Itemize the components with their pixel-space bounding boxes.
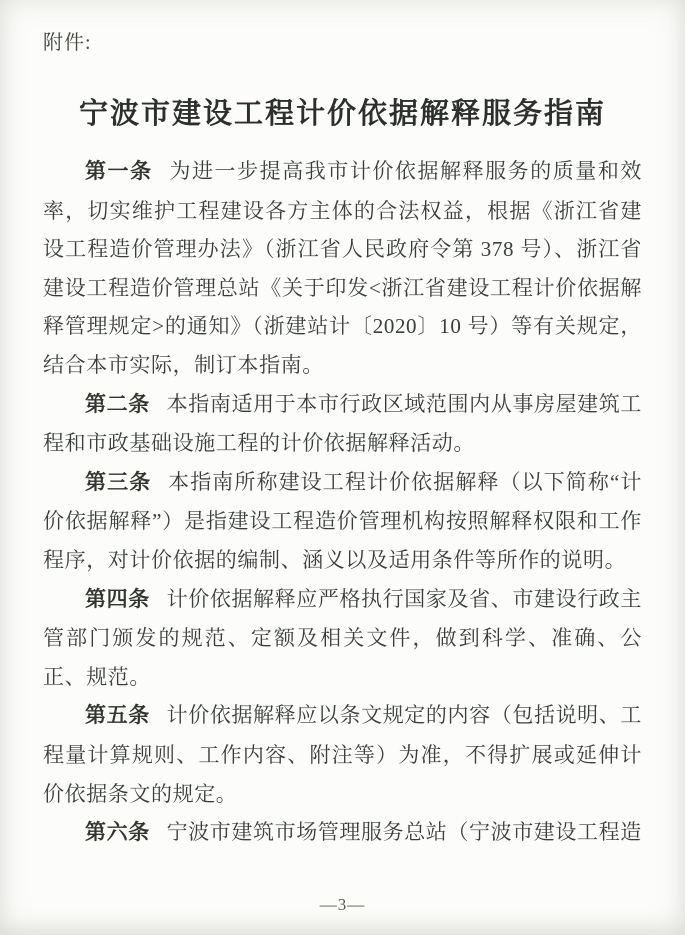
article-text: 本指南适用于本市行政区域范围内从事房屋建筑工程和市政基础设施工程的计价依据解释活动。 [43, 391, 642, 456]
article-number: 第二条 [85, 392, 150, 416]
article-number: 第三条 [85, 470, 152, 494]
article-number: 第四条 [85, 587, 150, 611]
article-number: 第五条 [85, 704, 150, 728]
article-paragraph [43, 152, 642, 385]
article-paragraph [43, 813, 642, 853]
article-number: 第一条 [85, 160, 153, 183]
article-paragraph [43, 385, 642, 463]
article-number: 第六条 [85, 821, 150, 845]
document-title: 宁波市建设工程计价依据解释服务指南 [78, 98, 606, 131]
attachment-label: 附件: [43, 32, 92, 54]
document-body [43, 152, 642, 853]
article-text: 计价依据解释应严格执行国家及省、市建设行政主管部门颁发的规范、定额及相关文件，做到科学、准确、公正、规范。 [43, 586, 642, 689]
article-paragraph [43, 580, 642, 697]
article-paragraph [43, 463, 642, 580]
article-text: 宁波市建筑市场管理服务总站（宁波市建设工程造 [166, 820, 642, 845]
page-number-footer: —3— [319, 895, 366, 914]
article-text: 为进一步提高我市计价依据解释服务的质量和效率，切实维护工程建设各方主体的合法权益，根据《浙江省建设工程造价管理办法》（浙江省人民政府令第 378 号）、浙江省建设工程造价管理总站《关于印发<浙江省建设工程计价依据解释管理规定>的通知》（浙建站计〔2020〕10 号）等有关规定，结合本市实际，制订本指南。 [43, 159, 642, 377]
article-text: 计价依据解释应以条文规定的内容（包括说明、工程量计算规则、工作内容、附注等）为准，不得扩展或延伸计价依据条文的规定。 [43, 703, 642, 806]
article-text: 本指南所称建设工程计价依据解释（以下简称“计价依据解释”）是指建设工程造价管理机构按照解释权限和工作程序，对计价依据的编制、涵义以及适用条件等所作的说明。 [43, 469, 642, 572]
article-paragraph [43, 696, 642, 813]
